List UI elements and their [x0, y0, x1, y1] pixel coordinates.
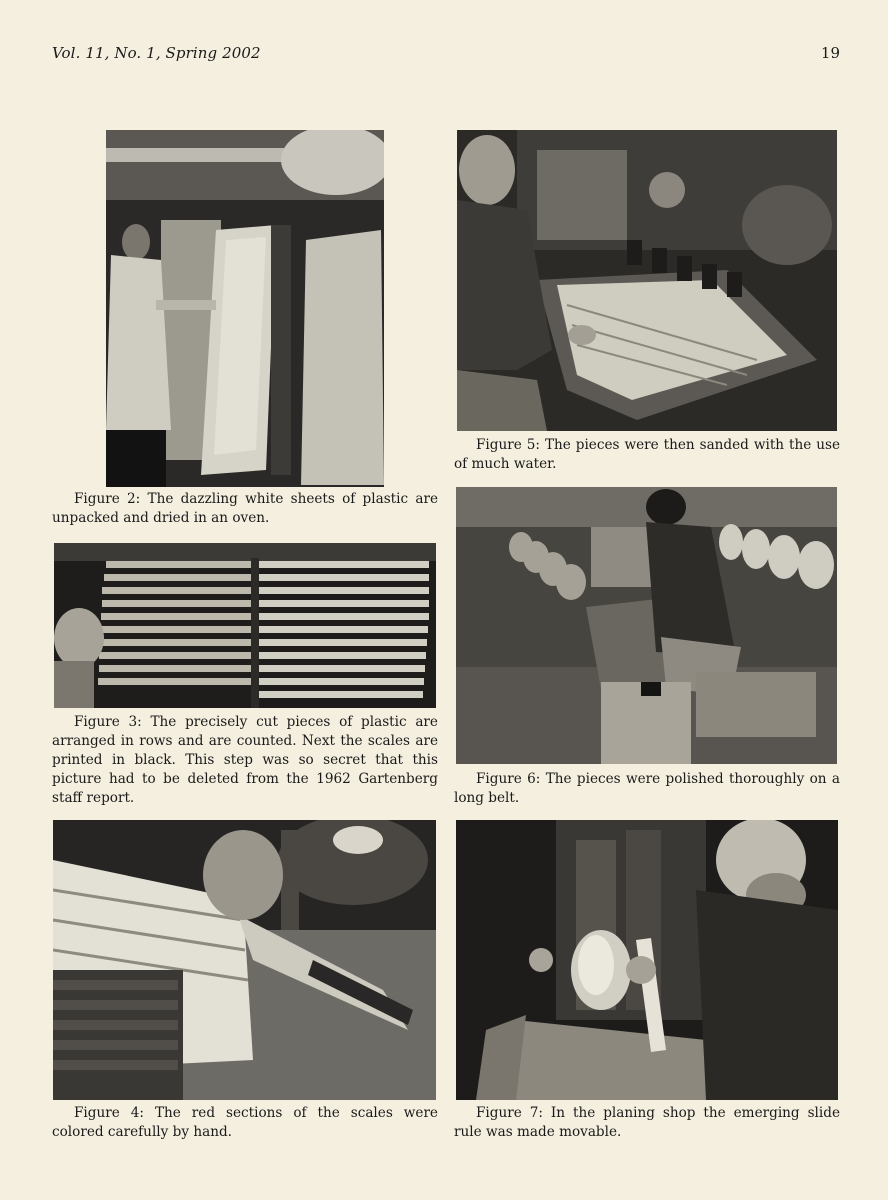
figure-6-label: Figure 6:: [476, 771, 541, 787]
figure-4-photo: [53, 820, 436, 1100]
figure-2-label: Figure 2:: [74, 491, 141, 507]
figure-7-photo: [456, 820, 838, 1100]
figure-2-photo: [106, 130, 384, 487]
page-number: 19: [820, 44, 840, 62]
figure-4-text: The red sections of the scales were colored carefully by hand.: [52, 1105, 438, 1140]
figure-2-caption: [52, 490, 438, 528]
figure-7-label: Figure 7:: [476, 1105, 543, 1121]
figure-5-photo: [457, 130, 837, 431]
figure-2-text: The dazzling white sheets of plastic are unpacked and dried in an oven.: [52, 491, 438, 526]
figure-3-caption: [52, 713, 438, 808]
figure-3-photo: [54, 543, 436, 708]
figure-3-text: The precisely cut pieces of plastic are arranged in rows and are counted. Next the scales are printed in black. This step was so secret that this picture had to be deleted from the 1962 Gartenberg staff report.: [52, 714, 438, 806]
figure-5-caption: [454, 436, 840, 474]
figure-3-label: Figure 3:: [74, 714, 142, 730]
figure-4-label: Figure 4:: [74, 1105, 144, 1121]
figure-7-text: In the planing shop the emerging slide rule was made movable.: [454, 1105, 840, 1140]
running-header: Vol. 11, No. 1, Spring 2002: [52, 44, 261, 62]
figure-5-label: Figure 5:: [476, 437, 540, 453]
figure-6-text: The pieces were polished thoroughly on a long belt.: [454, 771, 840, 806]
figure-5-text: The pieces were then sanded with the use of much water.: [454, 437, 840, 472]
figure-7-caption: [454, 1104, 840, 1142]
figure-6-photo: [456, 487, 837, 764]
figure-4-caption: [52, 1104, 438, 1142]
figure-6-caption: [454, 770, 840, 808]
